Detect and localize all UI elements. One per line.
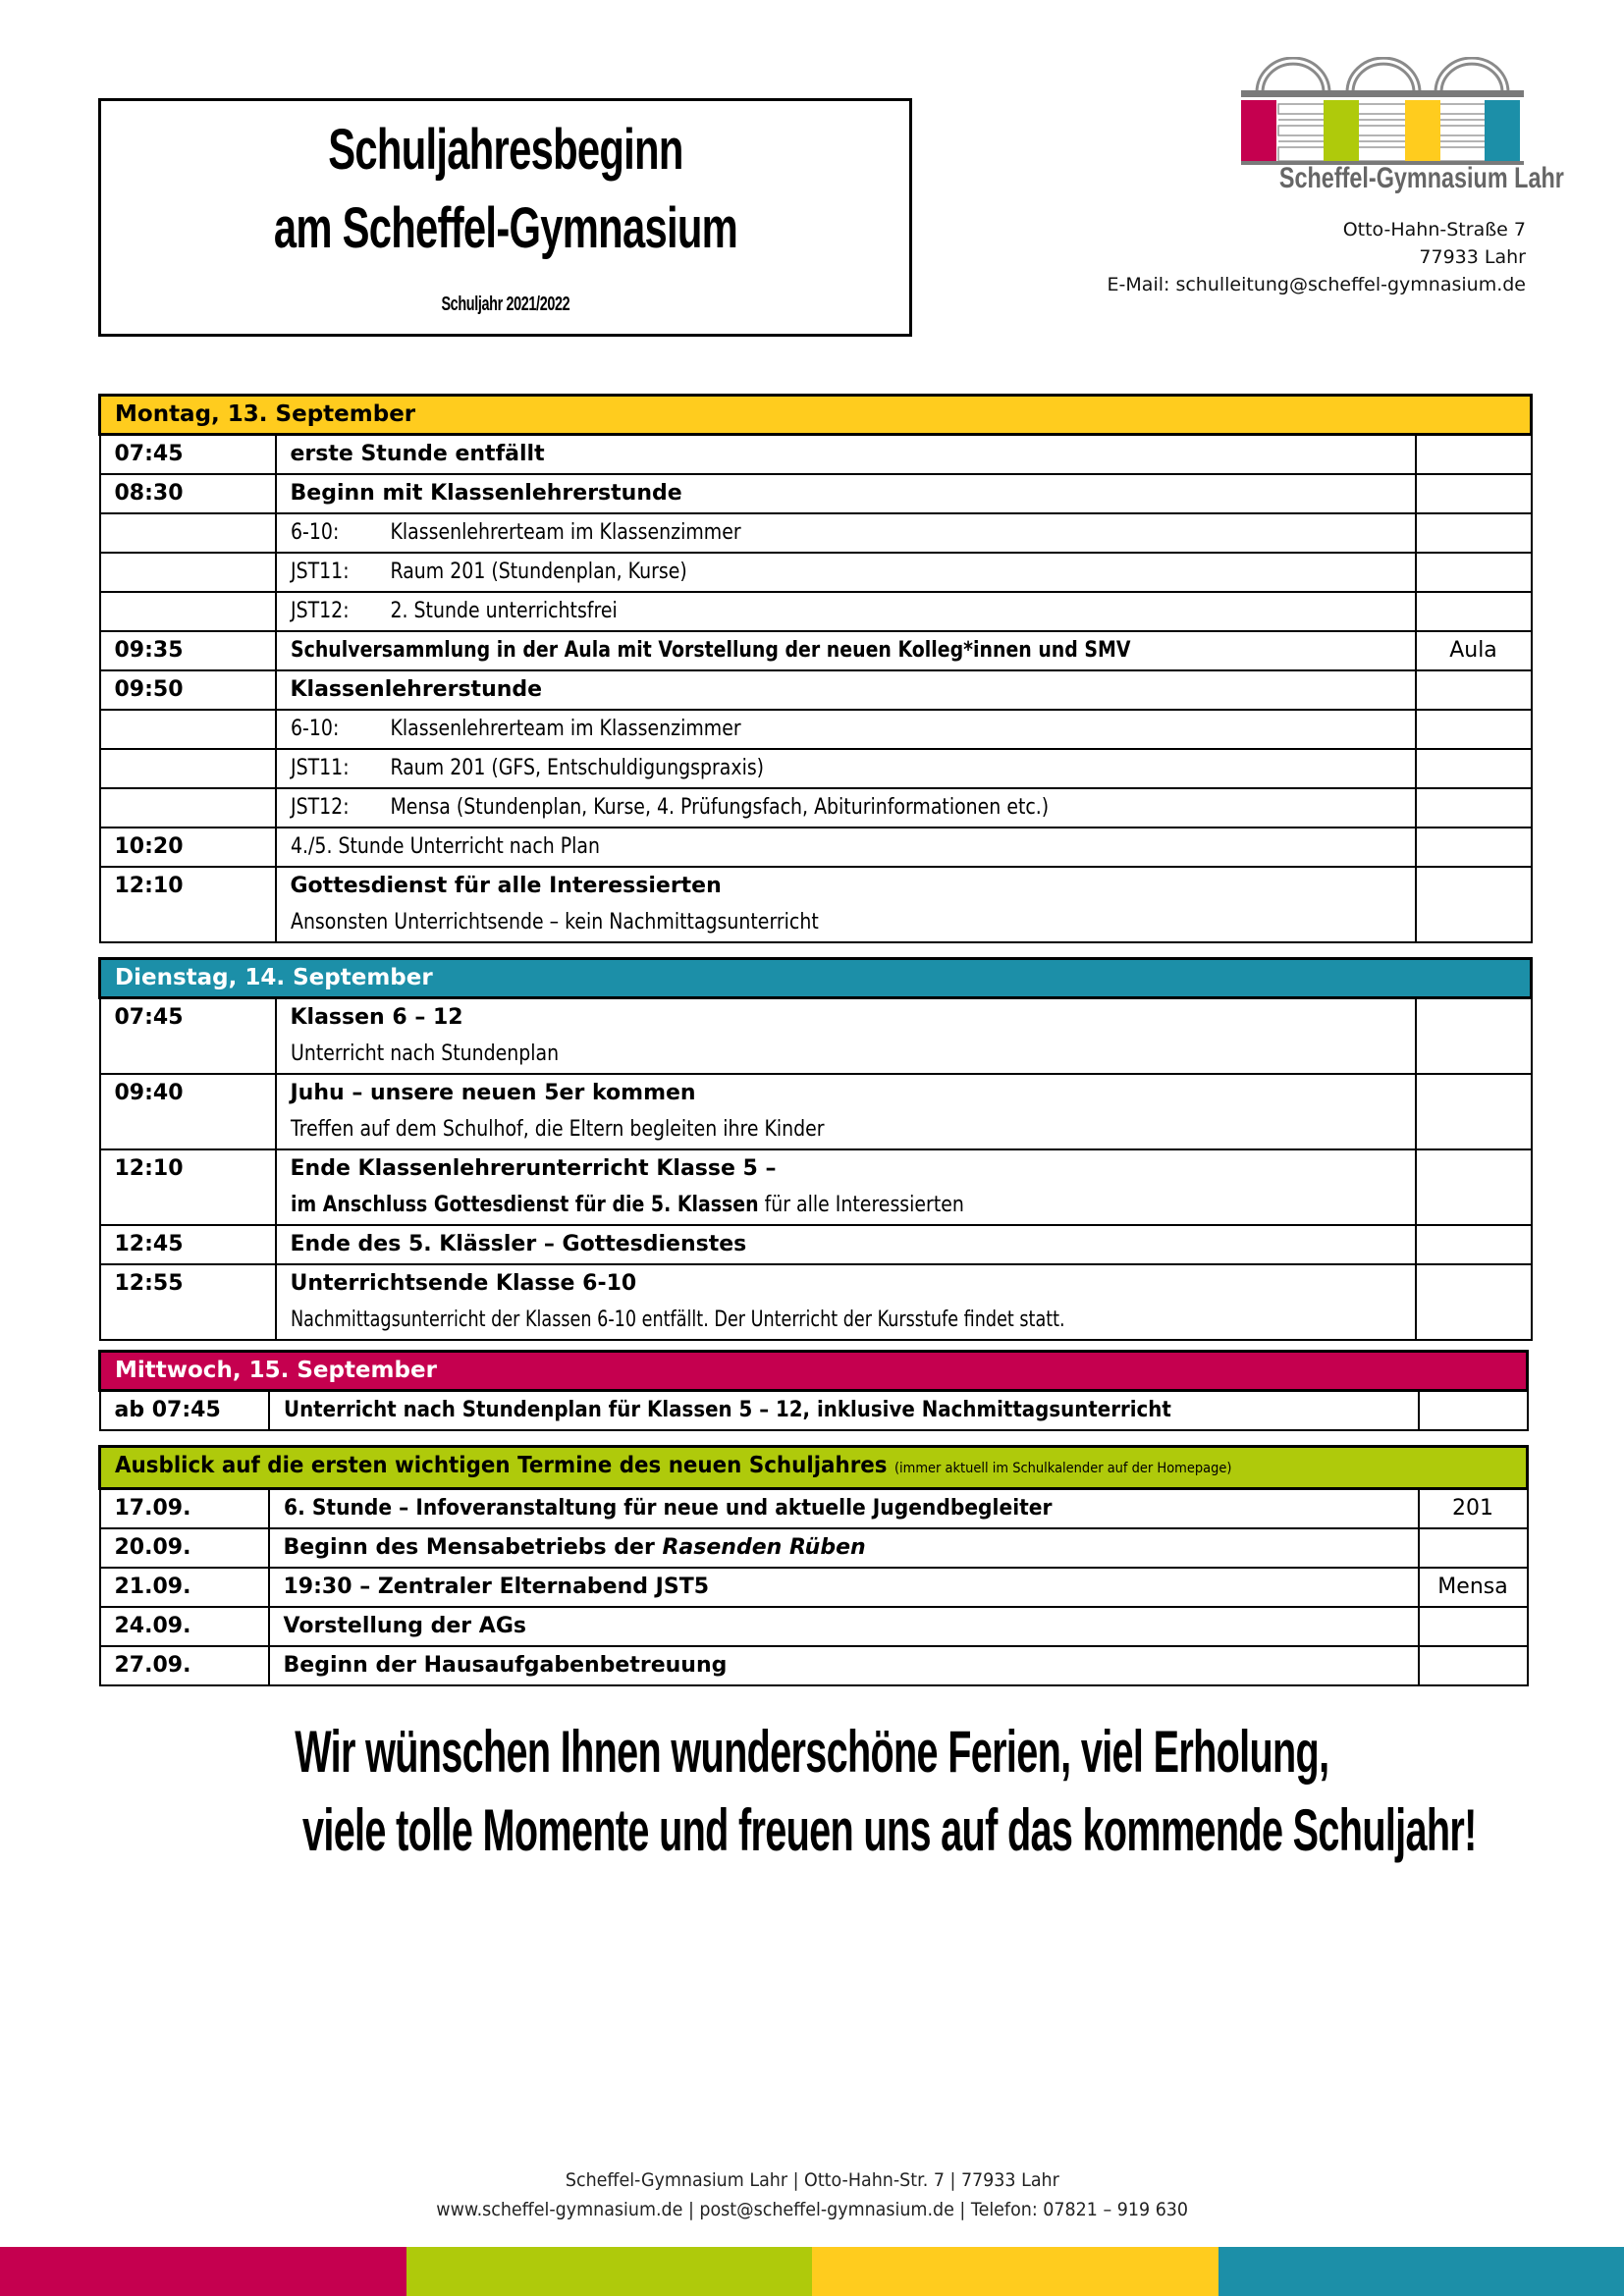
event-cell bbox=[269, 1489, 1419, 1529]
table-row bbox=[100, 474, 1532, 513]
group-key: JST12: bbox=[290, 599, 350, 623]
event-cell: erste Stunde entfällt bbox=[276, 435, 1416, 475]
table-row bbox=[100, 1264, 1532, 1340]
room-cell: 201 bbox=[1419, 1489, 1528, 1529]
stripe-green bbox=[406, 2247, 813, 2296]
page-title-line2: am Scheffel-Gymnasium bbox=[273, 196, 737, 260]
room-cell bbox=[1416, 867, 1532, 942]
group-key: JST12: bbox=[290, 795, 350, 820]
address-city: 77933 Lahr bbox=[1419, 246, 1526, 268]
date-cell: 24.09. bbox=[100, 1607, 269, 1646]
group-key: JST11: bbox=[290, 756, 350, 780]
time-cell: 12:10 bbox=[100, 1149, 276, 1225]
table-row bbox=[100, 1391, 1528, 1431]
table-row bbox=[100, 1149, 1532, 1225]
room-cell bbox=[1416, 828, 1532, 867]
event-cell bbox=[276, 867, 1416, 942]
event-cell: Beginn der Hausaufgabenbetreuung bbox=[269, 1646, 1419, 1685]
closing-line1: Wir wünschen Ihnen wunderschöne Ferien, viel Erholung, bbox=[295, 1719, 1329, 1785]
room-cell bbox=[1416, 553, 1532, 592]
day-heading-tuesday: Dienstag, 14. September bbox=[100, 959, 1532, 998]
event-cell: Klassenlehrerstunde bbox=[276, 670, 1416, 710]
room-cell bbox=[1416, 1074, 1532, 1149]
event-cell bbox=[276, 710, 1416, 749]
room-cell bbox=[1416, 1225, 1532, 1264]
table-row bbox=[100, 631, 1532, 670]
event-cell: Vorstellung der AGs bbox=[269, 1607, 1419, 1646]
room-cell bbox=[1416, 592, 1532, 631]
date-cell: 20.09. bbox=[100, 1528, 269, 1568]
event-title: Ende Klassenlehrerunterricht Klasse 5 – bbox=[290, 1156, 777, 1181]
event-detail: Nachmittagsunterricht der Klassen 6-10 entfällt. Der Unterricht der Kursstufe findet statt. bbox=[290, 1308, 1065, 1332]
room-cell bbox=[1416, 749, 1532, 788]
event-text: 6. Stunde – Infoveranstaltung für neue und aktuelle Jugendbegleiter bbox=[283, 1496, 1053, 1521]
schedule-monday bbox=[98, 394, 1533, 943]
table-row bbox=[100, 710, 1532, 749]
date-cell: 17.09. bbox=[100, 1489, 269, 1529]
event-cell bbox=[276, 631, 1416, 670]
time-cell: 07:45 bbox=[100, 998, 276, 1075]
footer-contact: www.scheffel-gymnasium.de | post@scheffel-gymnasium.de | Telefon: 07821 – 919 630 bbox=[436, 2199, 1188, 2220]
address-email[interactable]: E-Mail: schulleitung@scheffel-gymnasium.de bbox=[1107, 274, 1526, 295]
table-row bbox=[100, 553, 1532, 592]
address-street: Otto-Hahn-Straße 7 bbox=[1342, 219, 1526, 240]
room-cell bbox=[1416, 670, 1532, 710]
group-text: Raum 201 (Stundenplan, Kurse) bbox=[389, 560, 687, 584]
time-cell bbox=[100, 749, 276, 788]
room-cell bbox=[1419, 1646, 1528, 1685]
time-cell: 07:45 bbox=[100, 435, 276, 475]
time-cell: 09:40 bbox=[100, 1074, 276, 1149]
table-row bbox=[100, 670, 1532, 710]
event-detail: Treffen auf dem Schulhof, die Eltern begleiten ihre Kinder bbox=[290, 1117, 825, 1142]
event-cell: 19:30 – Zentraler Elternabend JST5 bbox=[269, 1568, 1419, 1607]
event-cell bbox=[276, 749, 1416, 788]
group-key: 6-10: bbox=[290, 520, 339, 545]
event-cell bbox=[276, 828, 1416, 867]
room-cell bbox=[1419, 1607, 1528, 1646]
room-cell bbox=[1416, 1264, 1532, 1340]
logo-pillar-teal bbox=[1485, 100, 1520, 161]
day-heading-monday: Montag, 13. September bbox=[100, 396, 1532, 435]
event-title: Juhu – unsere neuen 5er kommen bbox=[290, 1081, 696, 1105]
time-cell: 10:20 bbox=[100, 828, 276, 867]
room-cell: Mensa bbox=[1419, 1568, 1528, 1607]
logo-pillar-yellow bbox=[1405, 100, 1440, 161]
event-title: Unterrichtsende Klasse 6-10 bbox=[290, 1271, 637, 1296]
event-cell bbox=[276, 592, 1416, 631]
table-row bbox=[100, 1528, 1528, 1568]
schedule-outlook bbox=[98, 1445, 1529, 1686]
title-box bbox=[98, 98, 912, 337]
table-row bbox=[100, 513, 1532, 553]
group-text: Mensa (Stundenplan, Kurse, 4. Prüfungsfach, Abiturinformationen etc.) bbox=[389, 795, 1049, 820]
event-text: 4./5. Stunde Unterricht nach Plan bbox=[290, 834, 600, 859]
group-text: Klassenlehrerteam im Klassenzimmer bbox=[389, 520, 741, 545]
time-cell: 12:55 bbox=[100, 1264, 276, 1340]
group-text: Raum 201 (GFS, Entschuldigungspraxis) bbox=[389, 756, 764, 780]
school-year: Schuljahr 2021/2022 bbox=[441, 294, 569, 315]
table-row bbox=[100, 1225, 1532, 1264]
room-cell bbox=[1419, 1528, 1528, 1568]
table-row bbox=[100, 1568, 1528, 1607]
event-detail: Ansonsten Unterrichtsende – kein Nachmittagsunterricht bbox=[290, 910, 819, 934]
table-row bbox=[100, 828, 1532, 867]
event-cell bbox=[276, 1074, 1416, 1149]
room-cell bbox=[1416, 474, 1532, 513]
group-text: Klassenlehrerteam im Klassenzimmer bbox=[389, 717, 741, 741]
event-cell: Beginn mit Klassenlehrerstunde bbox=[276, 474, 1416, 513]
footer-address: Scheffel-Gymnasium Lahr | Otto-Hahn-Str. 7 | 77933 Lahr bbox=[565, 2169, 1059, 2191]
group-key: JST11: bbox=[290, 560, 350, 584]
table-row bbox=[100, 435, 1532, 475]
table-row bbox=[100, 749, 1532, 788]
closing-message bbox=[0, 1713, 1624, 1870]
footer bbox=[0, 2165, 1624, 2224]
event-cell bbox=[276, 1149, 1416, 1225]
address-block bbox=[1108, 216, 1526, 298]
stripe-yellow bbox=[812, 2247, 1218, 2296]
time-cell bbox=[100, 513, 276, 553]
time-cell bbox=[100, 788, 276, 828]
room-cell bbox=[1416, 435, 1532, 475]
event-cell bbox=[269, 1528, 1419, 1568]
table-row bbox=[100, 592, 1532, 631]
table-row bbox=[100, 998, 1532, 1075]
time-cell: ab 07:45 bbox=[100, 1391, 269, 1431]
room-cell bbox=[1416, 710, 1532, 749]
schedule-tuesday bbox=[98, 957, 1533, 1341]
table-row bbox=[100, 1607, 1528, 1646]
stripe-red bbox=[0, 2247, 406, 2296]
date-cell: 21.09. bbox=[100, 1568, 269, 1607]
event-cell bbox=[276, 1264, 1416, 1340]
page-title-line1: Schuljahresbeginn bbox=[327, 118, 683, 182]
event-detail-bold: im Anschluss Gottesdienst für die 5. Klassen bbox=[290, 1193, 759, 1217]
color-stripe bbox=[0, 2247, 1624, 2296]
event-text: Unterricht nach Stundenplan für Klassen 5 – 12, inklusive Nachmittagsunterricht bbox=[283, 1398, 1171, 1422]
room-cell bbox=[1416, 1149, 1532, 1225]
room-cell: Aula bbox=[1416, 631, 1532, 670]
group-key: 6-10: bbox=[290, 717, 339, 741]
event-text: Schulversammlung in der Aula mit Vorstellung der neuen Kolleg*innen und SMV bbox=[290, 638, 1131, 663]
time-cell bbox=[100, 553, 276, 592]
event-cell bbox=[276, 998, 1416, 1075]
day-heading-wednesday: Mittwoch, 15. September bbox=[100, 1352, 1528, 1391]
table-row bbox=[100, 788, 1532, 828]
time-cell: 12:45 bbox=[100, 1225, 276, 1264]
event-title: Klassen 6 – 12 bbox=[290, 1005, 463, 1030]
logo-pillar-green bbox=[1324, 100, 1359, 161]
date-cell: 27.09. bbox=[100, 1646, 269, 1685]
event-cell bbox=[276, 553, 1416, 592]
event-detail: Unterricht nach Stundenplan bbox=[290, 1041, 559, 1066]
event-text-italic: Rasenden Rüben bbox=[662, 1535, 866, 1560]
event-text: Beginn des Mensabetriebs der bbox=[283, 1535, 663, 1560]
logo-name: Scheffel-Gymnasium Lahr bbox=[1278, 162, 1564, 194]
logo-pillar-red bbox=[1241, 100, 1276, 161]
event-cell: Ende des 5. Klässler – Gottesdienstes bbox=[276, 1225, 1416, 1264]
time-cell: 12:10 bbox=[100, 867, 276, 942]
room-cell bbox=[1416, 513, 1532, 553]
schedule-wednesday bbox=[98, 1350, 1529, 1431]
stripe-teal bbox=[1218, 2247, 1624, 2296]
time-cell bbox=[100, 592, 276, 631]
table-row bbox=[100, 1489, 1528, 1529]
time-cell: 09:35 bbox=[100, 631, 276, 670]
closing-line2: viele tolle Momente und freuen uns auf das kommende Schuljahr! bbox=[301, 1797, 1477, 1863]
event-cell bbox=[276, 513, 1416, 553]
room-cell bbox=[1416, 788, 1532, 828]
table-row bbox=[100, 867, 1532, 942]
time-cell: 09:50 bbox=[100, 670, 276, 710]
outlook-note: (immer aktuell im Schulkalender auf der Homepage) bbox=[893, 1461, 1232, 1476]
group-text: 2. Stunde unterrichtsfrei bbox=[389, 599, 618, 623]
time-cell: 08:30 bbox=[100, 474, 276, 513]
event-cell bbox=[269, 1391, 1419, 1431]
outlook-heading: Ausblick auf die ersten wichtigen Termine des neuen Schuljahres bbox=[115, 1453, 888, 1478]
event-cell bbox=[276, 788, 1416, 828]
event-title: Gottesdienst für alle Interessierten bbox=[290, 874, 722, 898]
time-cell bbox=[100, 710, 276, 749]
room-cell bbox=[1419, 1391, 1528, 1431]
table-row bbox=[100, 1074, 1532, 1149]
table-row bbox=[100, 1646, 1528, 1685]
room-cell bbox=[1416, 998, 1532, 1075]
event-detail: für alle Interessierten bbox=[758, 1193, 964, 1217]
